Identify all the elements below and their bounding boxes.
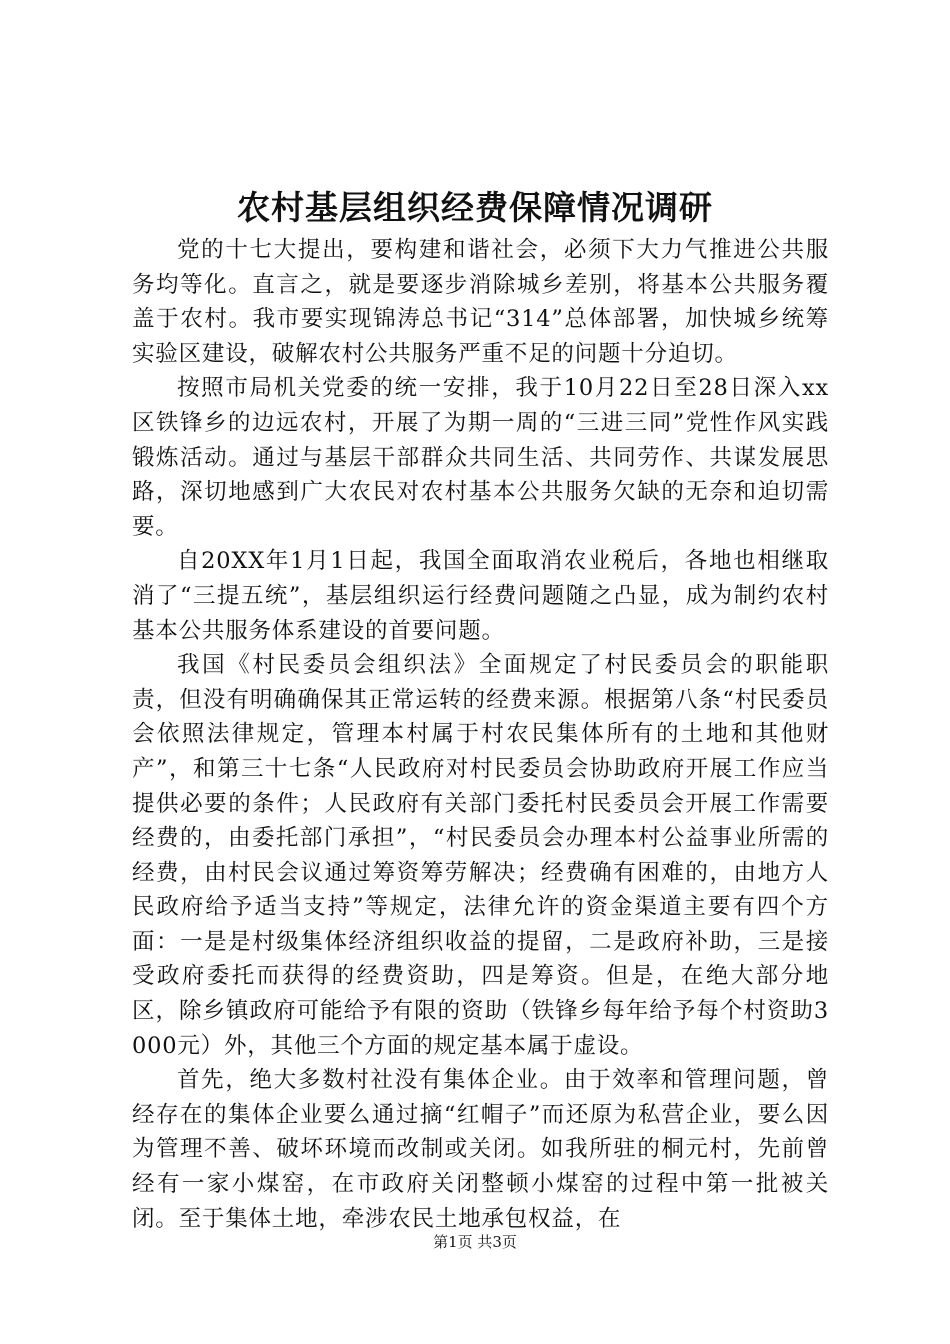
page-number-footer: 第1页 共3页 [433, 1233, 517, 1251]
paragraph: 党的十七大提出，要构建和谐社会，必须下大力气推进公共服务均等化。直言之，就是要逐步消除城乡差别，将基本公共服务覆盖于农村。我市要实现锦涛总书记“314”总体部署，加快城乡统筹实验区建设，破解农村公共服务严重不足的问题十分迫切。 [132, 237, 829, 367]
paragraph: 我国《村民委员会组织法》全面规定了村民委员会的职能职责，但没有明确确保其正常运转的经费来源。根据第八条“村民委员会依照法律规定，管理本村属于村农民集体所有的土地和其他财产”，和第三十七条“人民政府对村民委员会协助政府开展工作应当提供必要的条件；人民政府有关部门委托村民委员会开展工作需要经费的，由委托部门承担”，“村民委员会办理本村公益事业所需的经费，由村民会议通过筹资筹劳解决；经费确有困难的，由地方人民政府给予适当支持”等规定，法律允许的资金渠道主要有四个方面：一是是村级集体经济组织收益的提留，二是政府补助，三是接受政府委托而获得的经费资助，四是筹资。但是，在绝大部分地区，除乡镇政府可能给予有限的资助（铁锋乡每年给予每个村资助3000元）外，其他三个方面的规定基本属于虚设。 [132, 652, 829, 1059]
document-title: 农村基层组织经费保障情况调研 [237, 188, 713, 227]
paragraph: 自20XX年1月1日起，我国全面取消农业税后，各地也相继取消了“三提五统”，基层组织运行经费问题随之凸显，成为制约农村基本公共服务体系建设的首要问题。 [132, 548, 829, 644]
paragraph: 按照市局机关党委的统一安排，我于10月22日至28日深入xx区铁锋乡的边远农村，开展了为期一周的“三进三同”党性作风实践锻炼活动。通过与基层干部群众共同生活、共同劳作、共谋发展思路，深切地感到广大农民对农村基本公共服务欠缺的无奈和迫切需要。 [132, 375, 829, 540]
document-body [132, 233, 829, 1236]
paragraph: 首先，绝大多数村社没有集体企业。由于效率和管理问题，曾经存在的集体企业要么通过摘“红帽子”而还原为私营企业，要么因为管理不善、破坏环境而改制或关闭。如我所驻的桐元村，先前曾经有一家小煤窑，在市政府关闭整顿小煤窑的过程中第一批被关闭。至于集体土地，牵涉农民土地承包权益，在 [132, 1067, 829, 1232]
